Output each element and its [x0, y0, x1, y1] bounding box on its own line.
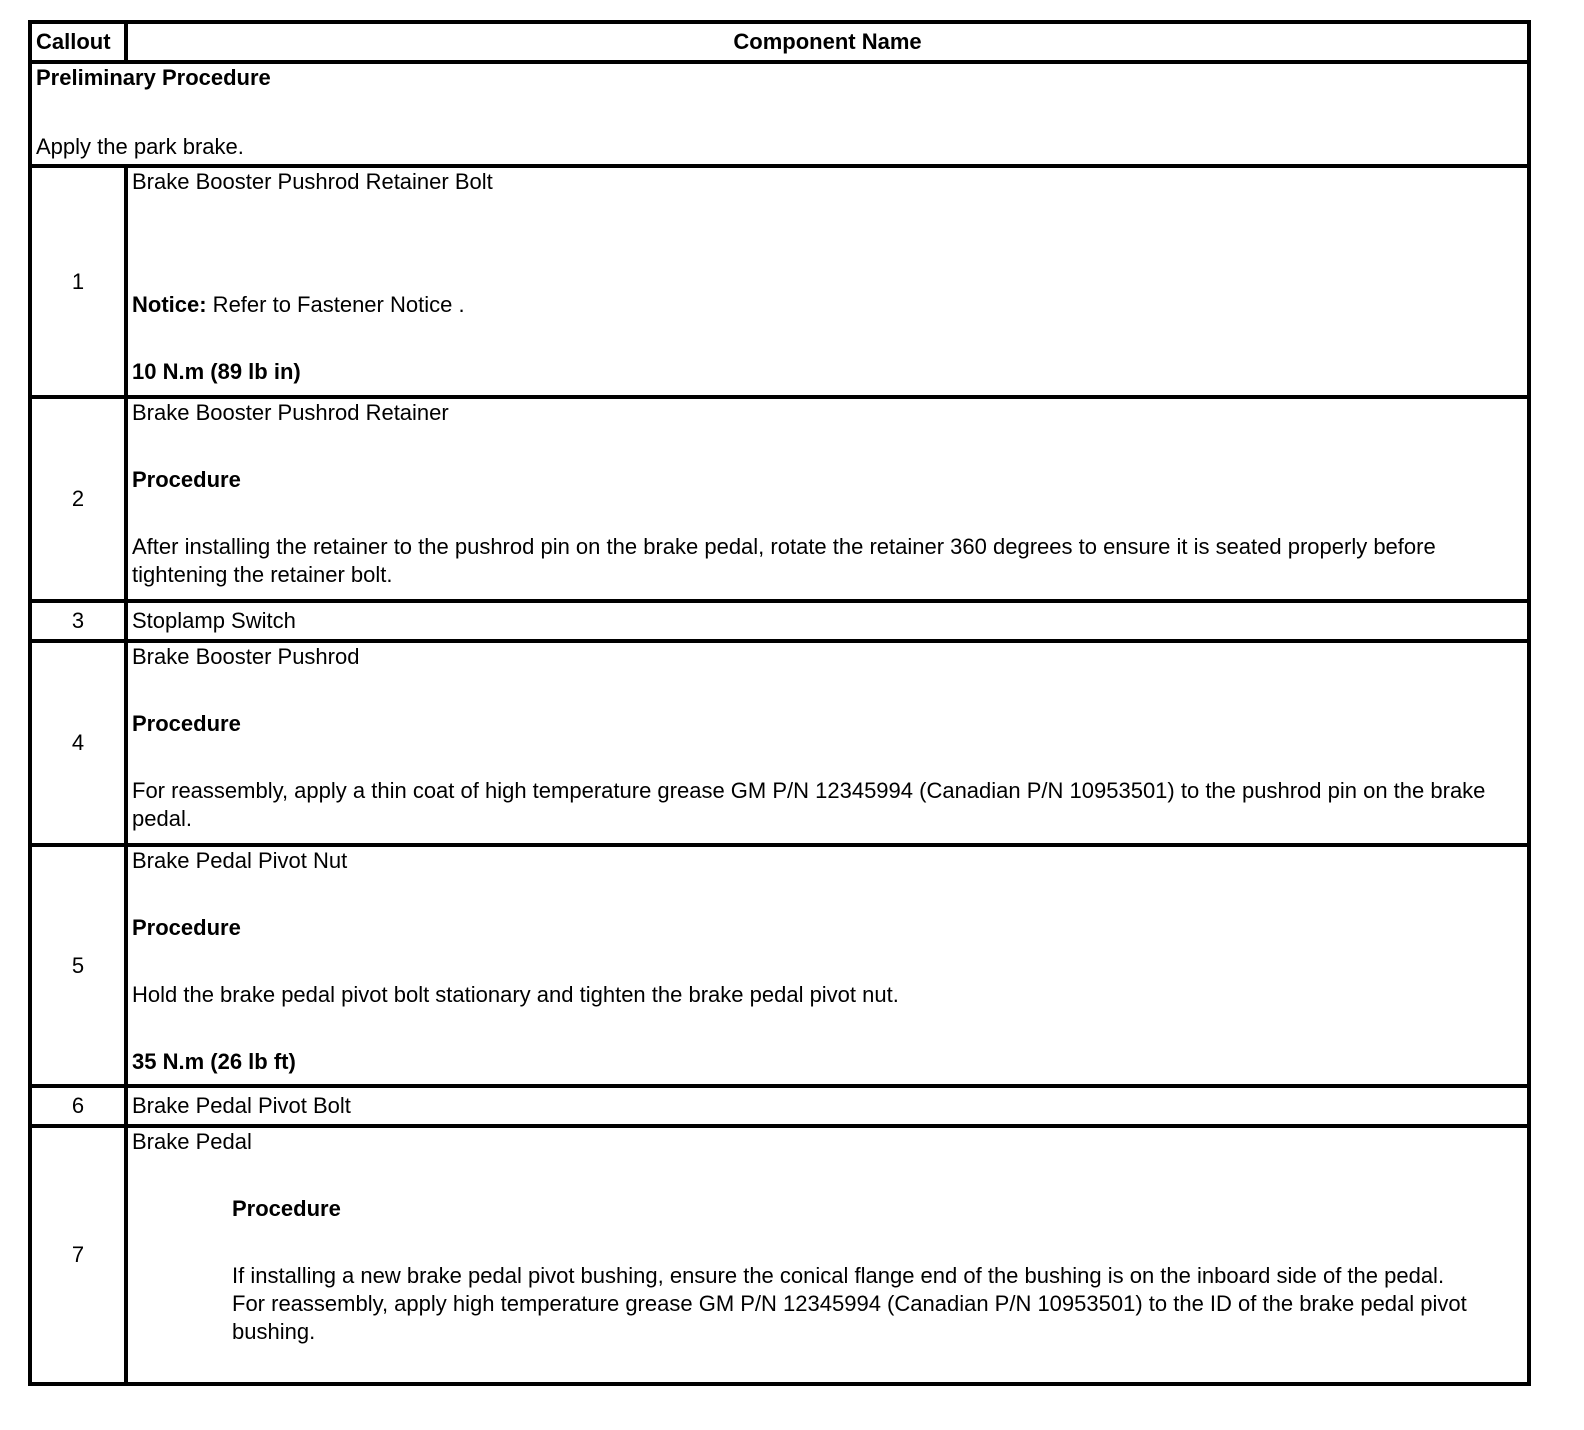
- component-name: Brake Booster Pushrod: [132, 644, 360, 669]
- callout-number: 6: [30, 1086, 126, 1126]
- component-name: Stoplamp Switch: [126, 601, 1529, 641]
- component-name: Brake Pedal: [132, 1129, 252, 1154]
- component-name: Brake Booster Pushrod Retainer Bolt: [132, 169, 493, 194]
- component-cell: [126, 845, 1529, 1086]
- component-name: Brake Booster Pushrod Retainer: [132, 400, 449, 425]
- header-callout: Callout: [30, 22, 126, 62]
- callout-number: 5: [30, 845, 126, 1086]
- component-name: Brake Pedal Pivot Nut: [132, 848, 348, 873]
- preliminary-cell: [30, 62, 1529, 166]
- table-header-row: [30, 22, 1529, 62]
- table-row: [30, 601, 1529, 641]
- preliminary-heading: Preliminary Procedure: [36, 65, 271, 90]
- torque-spec: 10 N.m (89 lb in): [132, 359, 301, 384]
- notice-label: Notice:: [132, 292, 207, 317]
- header-component-name: Component Name: [126, 22, 1529, 62]
- table-row: [30, 845, 1529, 1086]
- preliminary-row: [30, 62, 1529, 166]
- callout-number: 3: [30, 601, 126, 641]
- table-row: [30, 1126, 1529, 1384]
- table-row: [30, 641, 1529, 845]
- notice-line: [132, 291, 1523, 319]
- table-row: [30, 166, 1529, 397]
- preliminary-text: Apply the park brake.: [36, 134, 244, 159]
- component-cell: [126, 1126, 1529, 1384]
- procedure-text: After installing the retainer to the pushrod pin on the brake pedal, rotate the retainer 360 degrees to ensure it is seated properly before tightening the retainer bolt.: [132, 534, 1442, 587]
- component-name: Brake Pedal Pivot Bolt: [126, 1086, 1529, 1126]
- callout-number: 7: [30, 1126, 126, 1384]
- table-row: [30, 1086, 1529, 1126]
- procedure-text: For reassembly, apply a thin coat of high temperature grease GM P/N 12345994 (Canadian P/N 10953501) to the pushrod pin on the brake pedal.: [132, 778, 1492, 831]
- component-table: [28, 20, 1531, 1386]
- procedure-label: Procedure: [132, 467, 241, 492]
- procedure-text: If installing a new brake pedal pivot bushing, ensure the conical flange end of the bushing is on the inboard side of the pedal.: [232, 1263, 1445, 1288]
- notice-text: Refer to Fastener Notice .: [206, 292, 465, 317]
- component-cell: [126, 397, 1529, 601]
- procedure-label: Procedure: [132, 915, 241, 940]
- procedure-text: For reassembly, apply high temperature grease GM P/N 12345994 (Canadian P/N 10953501) to the ID of the brake pedal pivot bushing.: [232, 1291, 1473, 1344]
- component-cell: [126, 166, 1529, 397]
- torque-spec: 35 N.m (26 lb ft): [132, 1049, 296, 1074]
- component-cell: [126, 641, 1529, 845]
- procedure-label: Procedure: [132, 711, 241, 736]
- callout-number: 1: [30, 166, 126, 397]
- callout-number: 2: [30, 397, 126, 601]
- table-row: [30, 397, 1529, 601]
- procedure-label: Procedure: [232, 1196, 341, 1221]
- procedure-text: Hold the brake pedal pivot bolt stationary and tighten the brake pedal pivot nut.: [132, 982, 899, 1007]
- callout-number: 4: [30, 641, 126, 845]
